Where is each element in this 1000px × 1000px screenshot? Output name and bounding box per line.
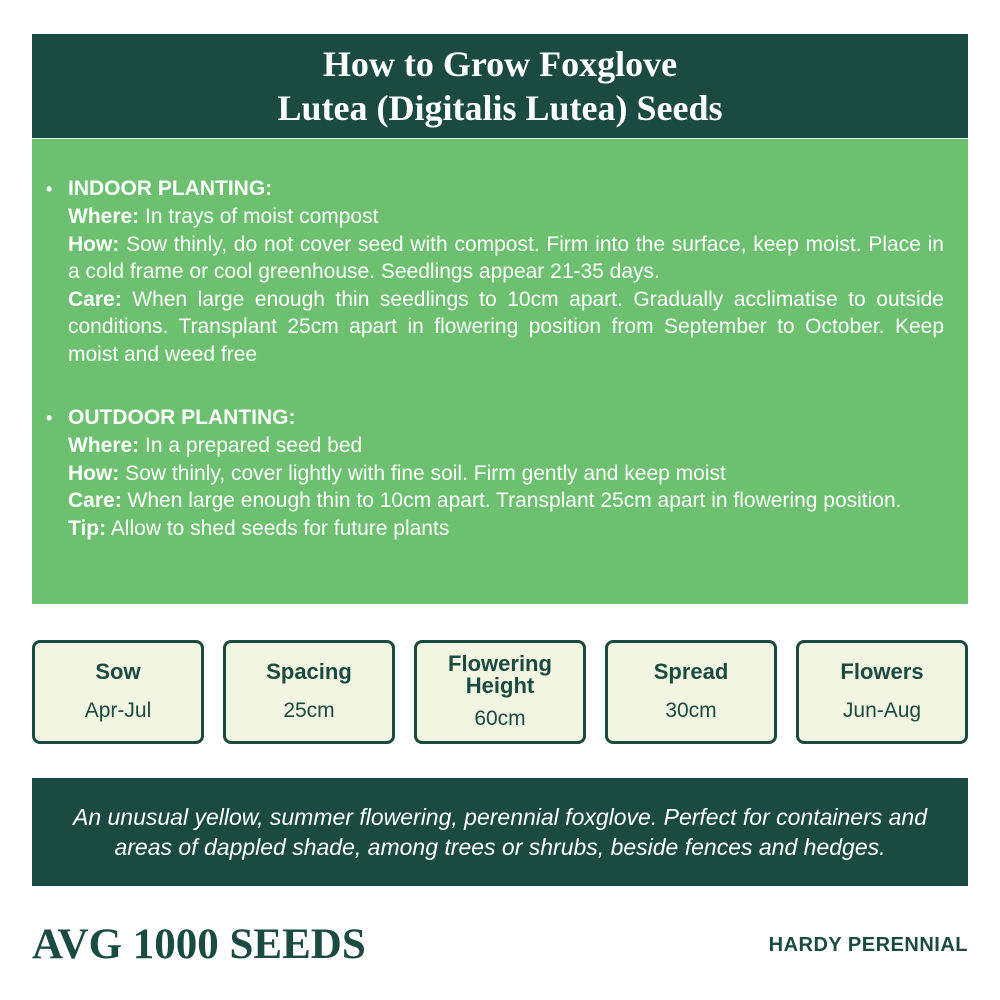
title-line-1: How to Grow Foxglove — [322, 44, 678, 84]
indoor-planting-section — [46, 175, 944, 368]
outdoor-tip-text: Allow to shed seeds for future plants — [110, 516, 450, 540]
indoor-title: INDOOR PLANTING: — [68, 177, 273, 200]
outdoor-how — [68, 460, 944, 488]
card-title: Sow — [95, 659, 141, 684]
card-title: Spread — [653, 659, 729, 684]
outdoor-care-text: When large enough thin to 10cm apart. Transplant 25cm apart in flowering position. — [127, 489, 902, 512]
outdoor-title: OUTDOOR PLANTING: — [68, 406, 296, 429]
card-title: Flowers — [840, 659, 924, 684]
indoor-where-label: Where: — [68, 205, 140, 228]
outdoor-how-text: Sow thinly, cover lightly with fine soil. Firm gently and keep moist — [125, 461, 726, 485]
card-value: Jun-Aug — [842, 699, 922, 722]
outdoor-planting-section — [46, 404, 944, 542]
flowering-height-card — [414, 640, 586, 744]
sow-card — [32, 640, 204, 744]
info-cards — [32, 640, 968, 744]
indoor-care-text: When large enough thin seedlings to 10cm apart. Gradually acclimatise to outside conditions. Transplant 25cm apart in flowering position from September to October. Keep moist and weed free — [68, 287, 944, 366]
indoor-how-text: Sow thinly, do not cover seed with compost. Firm into the surface, keep moist. Place in a cold frame or cool greenhouse. Seedlings appear 21-35 days. — [68, 232, 944, 283]
outdoor-tip — [68, 515, 944, 543]
indoor-where-text: In trays of moist compost — [145, 205, 379, 228]
bullet-icon: • — [46, 408, 53, 428]
seed-count: AVG 1000 SEEDS — [32, 921, 366, 968]
outdoor-care-label: Care: — [68, 489, 122, 512]
bullet-icon: • — [46, 179, 53, 199]
instructions-panel — [32, 139, 968, 604]
spread-card — [605, 640, 777, 744]
title-line-2: Lutea (Digitalis Lutea) Seeds — [277, 88, 723, 128]
spacing-card — [223, 640, 395, 744]
card-title: Flowering Height — [448, 651, 552, 698]
description-text: An unusual yellow, summer flowering, perennial foxglove. Perfect for containers and areas of dappled shade, among trees or shrubs, beside fences and hedges. — [72, 804, 927, 860]
outdoor-care — [68, 487, 944, 515]
outdoor-where-text: In a prepared seed bed — [145, 434, 363, 457]
indoor-care-label: Care: — [68, 287, 122, 311]
card-value: Apr-Jul — [84, 699, 152, 722]
card-value: 30cm — [665, 699, 717, 722]
flowers-card — [796, 640, 968, 744]
card-value: 25cm — [283, 699, 335, 722]
indoor-how — [68, 231, 944, 286]
indoor-where — [68, 203, 944, 231]
outdoor-where-label: Where: — [68, 434, 140, 457]
indoor-how-label: How: — [68, 232, 120, 256]
title-banner — [32, 34, 968, 138]
outdoor-how-label: How: — [68, 461, 120, 485]
indoor-care — [68, 286, 944, 369]
card-value: 60cm — [474, 707, 526, 730]
outdoor-where — [68, 432, 944, 460]
plant-type: HARDY PERENNIAL — [768, 934, 968, 956]
outdoor-tip-label: Tip: — [68, 516, 107, 540]
description-banner — [32, 778, 968, 886]
card-title: Spacing — [266, 659, 352, 684]
